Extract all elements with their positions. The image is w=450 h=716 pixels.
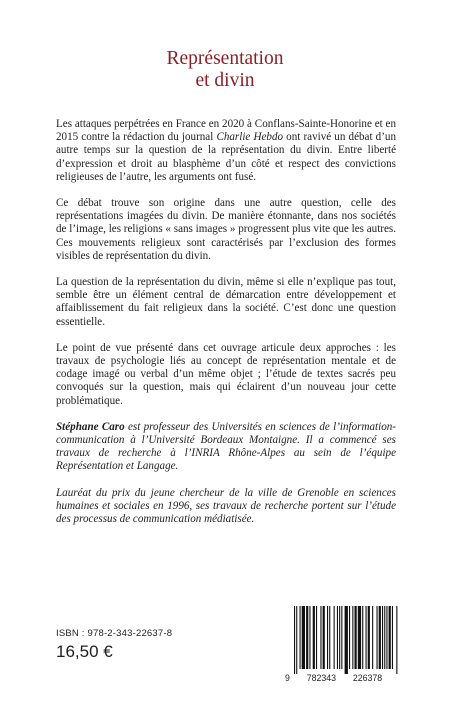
paragraph-4: Le point de vue présenté dans cet ouvrage articule deux approches : les travaux de psychologie liés au concept de représentation mentale et de codage imagé ou verbal d’un même objet ; l’étude de textes sacrés peu convoqués sur la question, mais qui éclairent d’un nouveau jour cette problématique. — [56, 341, 396, 407]
back-cover-text — [56, 118, 396, 539]
newspaper-name: Charlie Hebdo — [216, 131, 284, 144]
paragraph-1 — [56, 118, 396, 184]
author-name: Stéphane Caro — [56, 420, 125, 433]
book-title-line-2: et divin — [195, 70, 255, 91]
author-bio — [56, 421, 396, 474]
author-award: Lauréat du prix du jeune chercheur de la ville de Grenoble en sciences humaines et sociales en 1996, ses travaux de recherche portent sur l’étude des processus de communication médiatisée. — [56, 486, 396, 526]
book-title-line-1: Représentation — [166, 48, 284, 69]
price: 16,50 € — [56, 642, 113, 661]
barcode-digit-first: 9 — [285, 673, 290, 683]
barcode-bars — [285, 604, 403, 674]
paragraph-1-part-a: Les attaques perpétrées en France en 2020 à Conflans-Sainte-Honorine et en 2015 contre la rédaction du journal — [56, 118, 396, 144]
barcode-group-right: 226378 — [352, 673, 383, 683]
paragraph-2: Ce débat trouve son origine dans une autre question, celle des représentations imagées du divin. De manière étonnante, dans nos sociétés de l’image, les religions « sans images » progressent plus vite que les autres. Ces mouvements religieux sont caractérisés par l’exclusion des formes visibles de représentation du divin. — [56, 197, 396, 262]
barcode-digits — [285, 673, 403, 683]
barcode — [285, 604, 403, 674]
paragraph-1-part-b: ont ravivé un débat d’un autre temps sur la question de la représentation du divin. Entre liberté d’expression et droit au blasphème d’un côté et respect des convictions religieuses de l’autre, les arguments ont fusé. — [56, 131, 397, 183]
paragraph-3: La question de la représentation du divin, même si elle n’explique pas tout, semble être un élément central de démarcation entre développement et affaiblissement du fait religieux dans la société. C’est donc une question essentielle. — [56, 276, 396, 328]
isbn-price-block — [56, 628, 172, 662]
isbn: ISBN : 978-2-343-22637-8 — [56, 628, 173, 639]
author-bio-text: est professeur des Universités en sciences de l’information-communication à l’Université Bordeaux Montaigne. Il a commencé ses travaux de recherche à l’INRIA Rhône-Alpes au sein de l’équipe Représentation et Langage. — [56, 420, 396, 473]
book-title — [0, 48, 450, 92]
barcode-group-left: 782343 — [306, 673, 337, 683]
